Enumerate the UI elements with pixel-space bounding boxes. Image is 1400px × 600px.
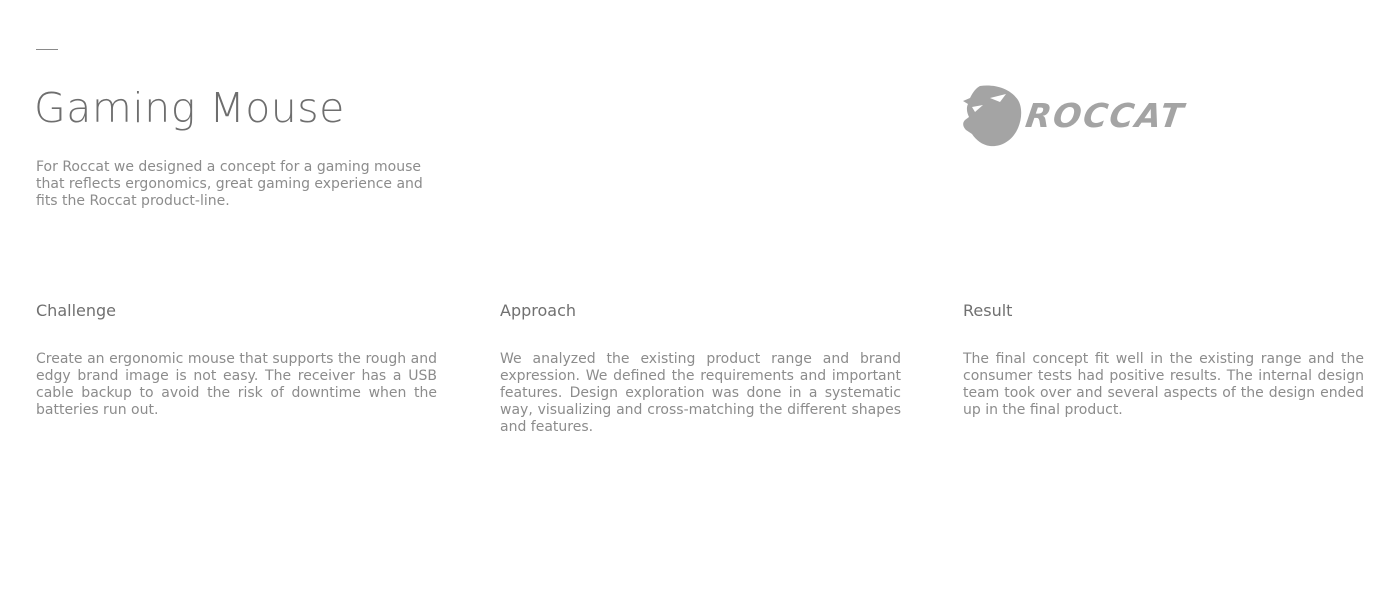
section-approach [500,300,901,436]
decorative-dash [36,49,58,50]
section-result [963,300,1364,419]
roccat-logo [960,84,1188,148]
panther-head-icon [960,84,1022,148]
section-heading: Result [963,301,1013,320]
intro-text: For Roccat we designed a concept for a gaming mouse that reflects ergonomics, great gaming experience and fits the Roccat product-line. [36,159,423,209]
section-challenge [36,300,437,419]
page-title: Gaming Mouse [34,84,345,132]
section-body: We analyzed the existing product range and brand expression. We defined the requirements and important features. Design exploration was done in a systematic way, visualizing and cross-matching the different shapes and features. [500,351,901,435]
section-body: The final concept fit well in the existing range and the consumer tests had positive results. The internal design team took over and several aspects of the design ended up in the final product. [963,351,1364,418]
roccat-wordmark: ROCCAT [1023,96,1188,135]
section-heading: Challenge [36,301,116,320]
section-heading: Approach [500,301,577,320]
section-body: Create an ergonomic mouse that supports the rough and edgy brand image is not easy. The receiver has a USB cable backup to avoid the risk of downtime when the batteries run out. [36,351,437,418]
